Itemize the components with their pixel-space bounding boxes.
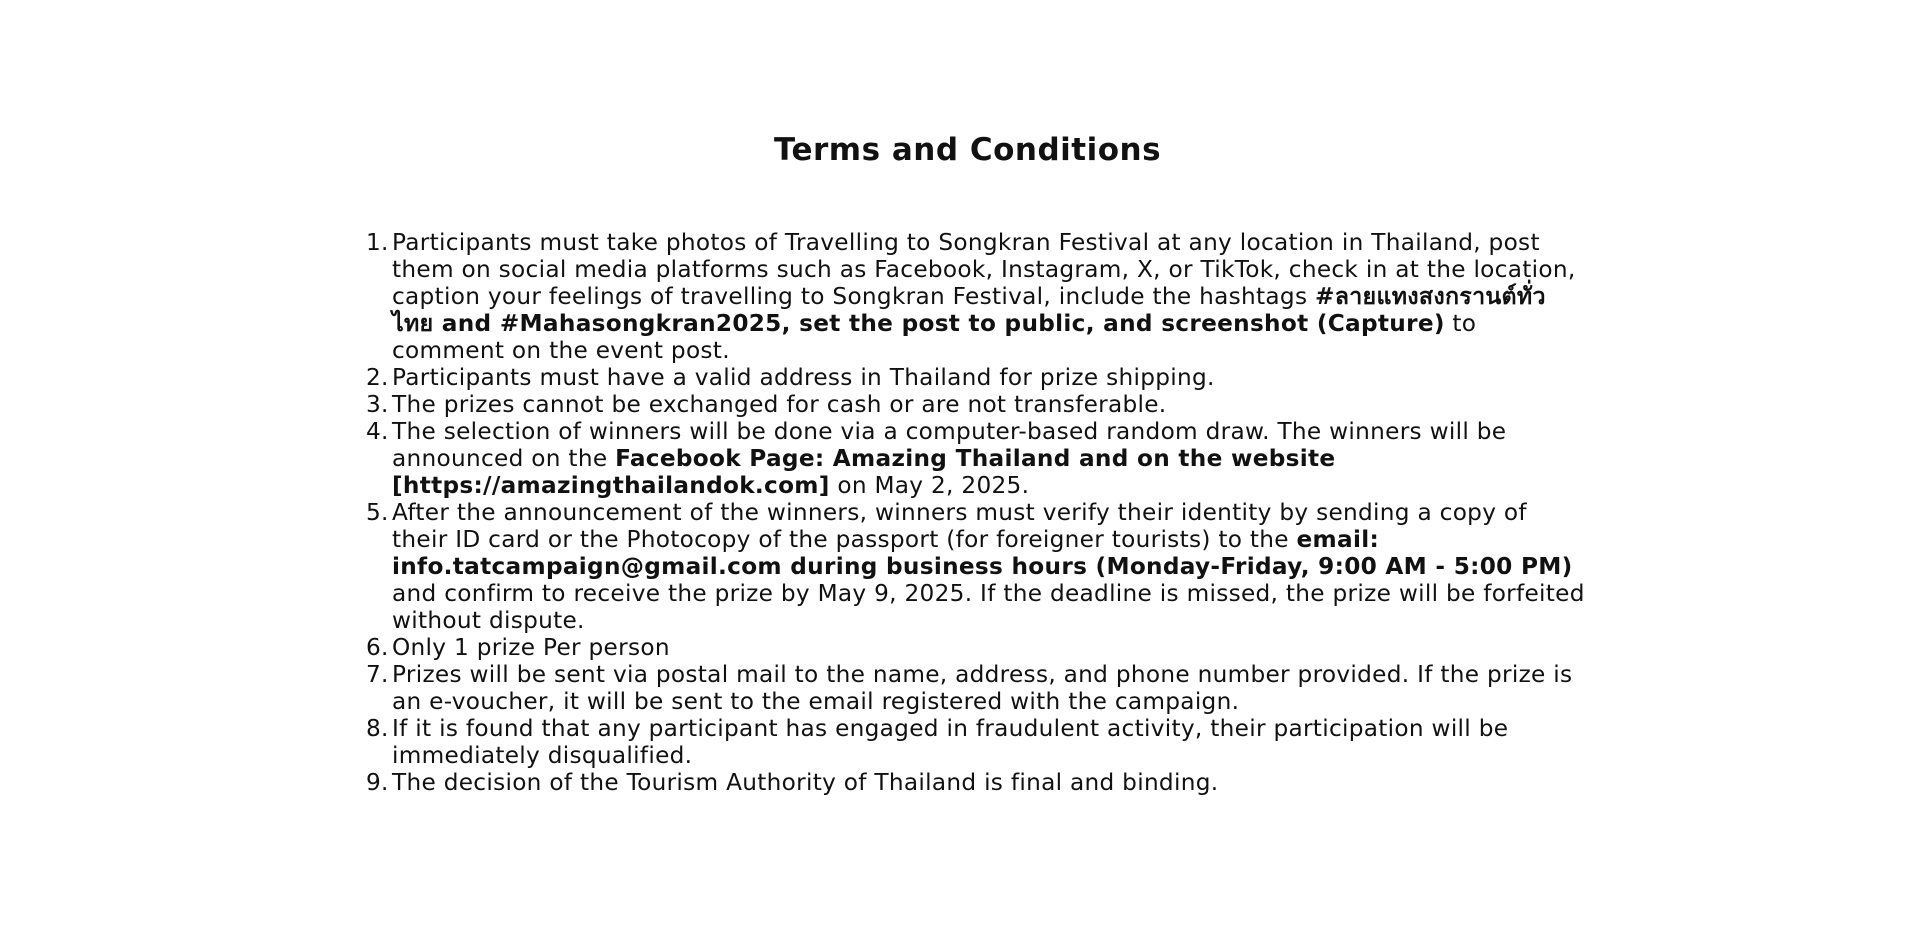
item-number: 2. xyxy=(366,364,389,391)
item-text: The prizes cannot be exchanged for cash or are not transferable. xyxy=(392,391,1167,418)
item-number: 4. xyxy=(366,418,389,445)
list-item xyxy=(366,715,1586,769)
list-item xyxy=(366,499,1586,634)
item-bold-text: #ลายแทงสงกรานต์ทั่วไทย and #Mahasongkran2025, set the post to public, and screenshot (Capture) xyxy=(392,283,1546,337)
item-text: Participants must have a valid address in Thailand for prize shipping. xyxy=(392,364,1215,391)
item-number: 3. xyxy=(366,391,389,418)
item-number: 1. xyxy=(366,229,389,256)
list-item xyxy=(366,634,1586,661)
item-text: Prizes will be sent via postal mail to the name, address, and phone number provided. If the prize is an e-voucher, it will be sent to the email registered with the campaign. xyxy=(392,661,1573,715)
item-text: After the announcement of the winners, winners must verify their identity by sending a copy of their ID card or the Photocopy of the passport (for foreigner tourists) to the xyxy=(392,499,1527,553)
terms-list xyxy=(366,229,1586,796)
item-number: 5. xyxy=(366,499,389,526)
item-bold-text: email: info.tatcampaign@gmail.com during business hours (Monday-Friday, 9:00 AM - 5:00 PM) xyxy=(392,526,1573,580)
item-text: The selection of winners will be done via a computer-based random draw. The winners will be announced on the xyxy=(392,418,1507,472)
item-bold-text: Facebook Page: Amazing Thailand and on the website [https://amazingthailandok.com] xyxy=(392,445,1336,499)
item-number: 9. xyxy=(366,769,389,796)
list-item xyxy=(366,769,1586,796)
item-text: on May 2, 2025. xyxy=(829,472,1030,499)
list-item xyxy=(366,229,1586,364)
item-text: to comment on the event post. xyxy=(392,310,1477,364)
list-item xyxy=(366,364,1586,391)
item-number: 6. xyxy=(366,634,389,661)
item-text: Only 1 prize Per person xyxy=(392,634,670,661)
item-number: 8. xyxy=(366,715,389,742)
item-text: The decision of the Tourism Authority of Thailand is final and binding. xyxy=(392,769,1219,796)
item-text: and confirm to receive the prize by May 9, 2025. If the deadline is missed, the prize will be forfeited without dispute. xyxy=(392,580,1585,634)
item-text: Participants must take photos of Travelling to Songkran Festival at any location in Thailand, post them on social media platforms such as Facebook, Instagram, X, or TikTok, check in at the location, caption your feelings of travelling to Songkran Festival, include the hashtags xyxy=(392,229,1576,310)
item-number: 7. xyxy=(366,661,389,688)
page-title: Terms and Conditions xyxy=(773,132,1162,168)
item-text: If it is found that any participant has engaged in fraudulent activity, their participation will be immediately disqualified. xyxy=(392,715,1509,769)
list-item xyxy=(366,661,1586,715)
list-item xyxy=(366,418,1586,499)
list-item xyxy=(366,391,1586,418)
